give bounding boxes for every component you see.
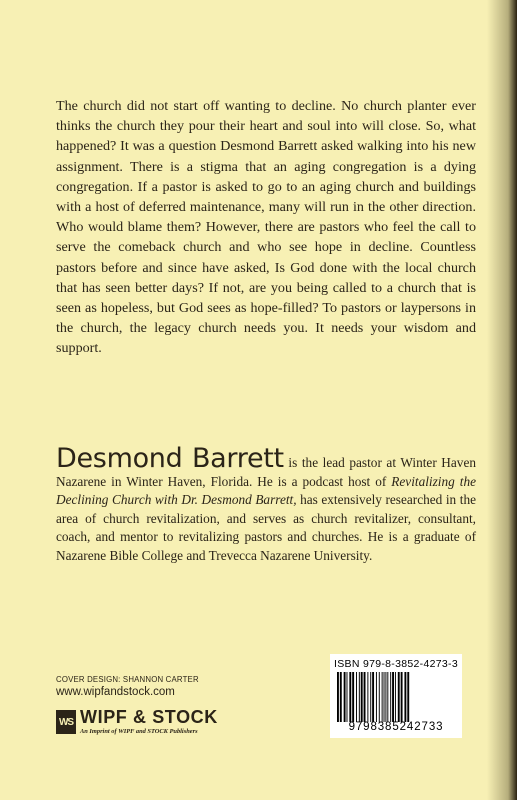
barcode-bar (340, 672, 342, 722)
isbn-label: ISBN 979-8-3852-4273-3 (334, 658, 458, 670)
barcode-bar (376, 672, 377, 722)
barcode-bar (385, 672, 386, 722)
barcode-bar (344, 672, 346, 722)
barcode-bar (379, 672, 380, 722)
barcode-bar (384, 672, 385, 722)
barcode-bar (352, 672, 354, 722)
barcode-bars (336, 672, 456, 722)
barcode-bar (361, 672, 363, 722)
spine-shadow (487, 0, 517, 800)
podcast-title: Revitalizing the Declining Church with Dr. Desmond Barrett, (56, 473, 476, 507)
publisher-name: WIPF & STOCK (80, 707, 218, 727)
barcode-bar (364, 672, 366, 722)
barcode-bar (390, 672, 391, 722)
barcode-bar (349, 672, 351, 722)
ws-logo-icon: WS (56, 710, 76, 734)
barcode-bar (337, 672, 339, 722)
barcode-bar (370, 672, 371, 722)
barcode-bar (372, 672, 374, 722)
barcode-bar (382, 672, 383, 722)
barcode-bar (392, 672, 394, 722)
cover-design-credit: COVER DESIGN: SHANNON CARTER (56, 675, 199, 684)
barcode-bar (359, 672, 360, 722)
isbn-barcode (330, 654, 462, 738)
author-name: Desmond Barrett (56, 443, 284, 474)
barcode-number: 9798385242733 (348, 721, 444, 733)
barcode-bar (395, 672, 396, 722)
author-bio (56, 443, 477, 565)
author-bio-text-2: has extensively researched in the area of church revitalization, and serves as church revitalizer, consultant, coach, and mentor to revitalizing pastors and churches. He is a graduate of Nazarene Bible College and Trevecca Nazarene University. (56, 492, 476, 563)
publisher-website[interactable]: www.wipfandstock.com (56, 686, 175, 698)
barcode-bar (347, 672, 348, 722)
publisher-logo (56, 707, 256, 737)
publisher-imprint: An Imprint of WIPF and STOCK Publishers (80, 728, 198, 735)
book-description: The church did not start off wanting to decline. No church planter ever thinks the church they pour their heart and soul into will close. So, what happened? It was a question Desmond Barrett asked walking into his new assignment. There is a stigma that an aging congregation is a dying congregation. If a pastor is asked to go to an aging church and buildings with a host of deferred maintenance, many will run in the other direction. Who would blame them? However, there are pastors who feel the call to serve the comeback church and who see hope in decline. Countless pastors before and since have asked, Is God done with the local church that has seen better days? If not, are you being called to a church that is seen as hopeless, but God sees as hope-filled? To pastors or laypersons in the church, the legacy church needs you. It needs your wisdom and support. (56, 98, 476, 357)
barcode-bar (387, 672, 388, 722)
barcode-bar (367, 672, 368, 722)
barcode-bar (356, 672, 357, 722)
author-bio-text-1: is the lead pastor at Winter Haven Nazarene in Winter Haven, Florida. He is a podcast host of (56, 455, 477, 489)
barcode-bar (407, 672, 409, 722)
barcode-bar (404, 672, 406, 722)
barcode-bar (398, 672, 400, 722)
barcode-bar (401, 672, 403, 722)
